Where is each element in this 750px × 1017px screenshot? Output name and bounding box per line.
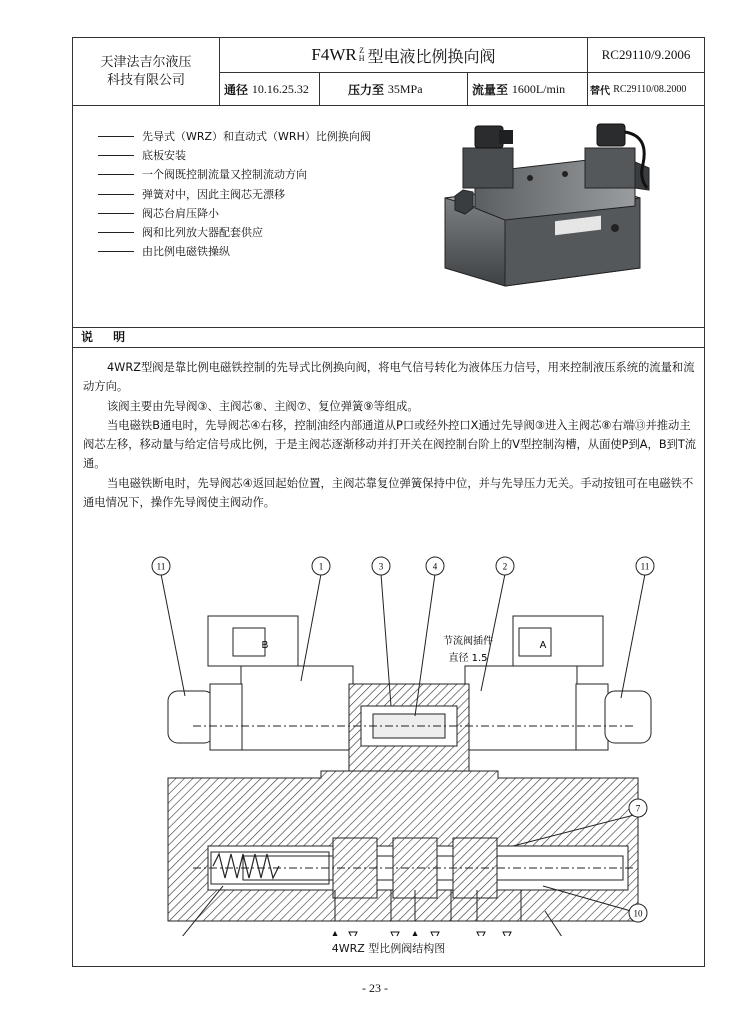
features-section (73, 106, 704, 328)
feature-item: 弹簧对中，因此主阀芯无漂移 (98, 185, 371, 204)
feature-item: 底板安装 (98, 146, 371, 165)
feature-item: 由比例电磁铁操纵 (98, 242, 371, 261)
pressure-label: 压力至 (348, 82, 385, 97)
header-table (73, 38, 704, 106)
pressure-value: 35MPa (387, 81, 423, 96)
callout-number: 11 (640, 561, 650, 572)
callout-number: 3 (378, 561, 384, 572)
callout-number: 7 (635, 803, 641, 814)
description-para-1: 4WRZ型阀是靠比例电磁铁控制的先导式比例换向阀，将电气信号转化为液体压力信号，用来控制液压系统的流量和流动方向。 (83, 361, 695, 394)
title-prefix: F4WR (311, 45, 357, 64)
feature-list (98, 127, 371, 261)
throttle-note-line2: 直径 1.5 (448, 653, 488, 664)
port-marker (331, 932, 339, 936)
flow-label: 流量至 (472, 82, 509, 97)
description-para-4: 当电磁铁断电时，先导阀芯④返回起始位置，主阀芯靠复位弹簧保持中位，并与先导压力无关。手动按钮可在电磁铁不通电情况下，操作先导阀使主阀动作。 (83, 476, 694, 510)
port-marker (349, 932, 357, 936)
port-marker (391, 932, 399, 936)
callout-number: 10 (633, 908, 643, 919)
spec-replace (588, 73, 704, 106)
spec-bore (220, 73, 320, 106)
solenoid-a-label: A (539, 640, 547, 651)
throttle-note-line1: 节流阀插件 (443, 636, 493, 647)
page-number: - 23 - (362, 981, 388, 995)
valve-structure-diagram (73, 516, 704, 936)
company-line-2: 科技有限公司 (106, 72, 185, 88)
section-title: 说 明 (73, 327, 704, 348)
callout-number: 2 (502, 561, 508, 572)
spec-flow (468, 73, 588, 106)
callout-number: 4 (432, 561, 438, 572)
solenoid-b-label: B (261, 640, 269, 651)
title-stack (359, 47, 365, 63)
document-title (220, 38, 588, 73)
description (83, 358, 698, 512)
title-sub: H (358, 54, 365, 63)
port-labels (331, 932, 511, 936)
title-suffix: 型电液比例换向阀 (367, 46, 496, 66)
valve-photo (435, 118, 665, 288)
callout-number: 1 (318, 561, 324, 572)
port-marker (503, 932, 511, 936)
document-code: RC29110/9.2006 (588, 38, 704, 73)
replace-label: 替代 (590, 85, 610, 97)
feature-item: 一个阀既控制流量又控制流动方向 (98, 165, 371, 184)
port-marker (431, 932, 439, 936)
feature-item: 阀和比列放大器配套供应 (98, 223, 371, 242)
description-para-2: 该阀主要由先导阀③、主阀芯⑧、主阀⑦、复位弹簧⑨等组成。 (107, 399, 419, 413)
bore-label: 通径 (224, 82, 249, 97)
spec-pressure (320, 73, 468, 106)
bore-value: 10.16.25.32 (251, 81, 309, 96)
feature-item: 先导式（WRZ）和直动式（WRH）比例换向阀 (98, 127, 371, 146)
description-para-3: 当电磁铁B通电时，先导阀芯④右移，控制油经内部通道从P口或经外控口X通过先导阀③进入主阀芯⑧右端⑬并推动主阀芯左移，移动量与给定信号成比例，于是主阀芯逐渐移动并打开关在阀控制台阶上的V型控制沟槽，从面使P到A，B到T流通。 (83, 418, 697, 471)
flow-value: 1600L/min (511, 81, 566, 96)
replace-value: RC29110/08.2000 (613, 83, 687, 95)
port-marker (477, 932, 485, 936)
page-frame (72, 37, 705, 967)
feature-item: 阀芯台肩压降小 (98, 204, 371, 223)
callout-number: 11 (156, 561, 166, 572)
company-name (73, 38, 220, 106)
port-marker (411, 932, 419, 936)
title-sup: Z (359, 46, 365, 55)
company-line-1: 天津法吉尔液压 (100, 54, 192, 70)
diagram-caption: 4WRZ 型比例阀结构图 (331, 942, 446, 955)
